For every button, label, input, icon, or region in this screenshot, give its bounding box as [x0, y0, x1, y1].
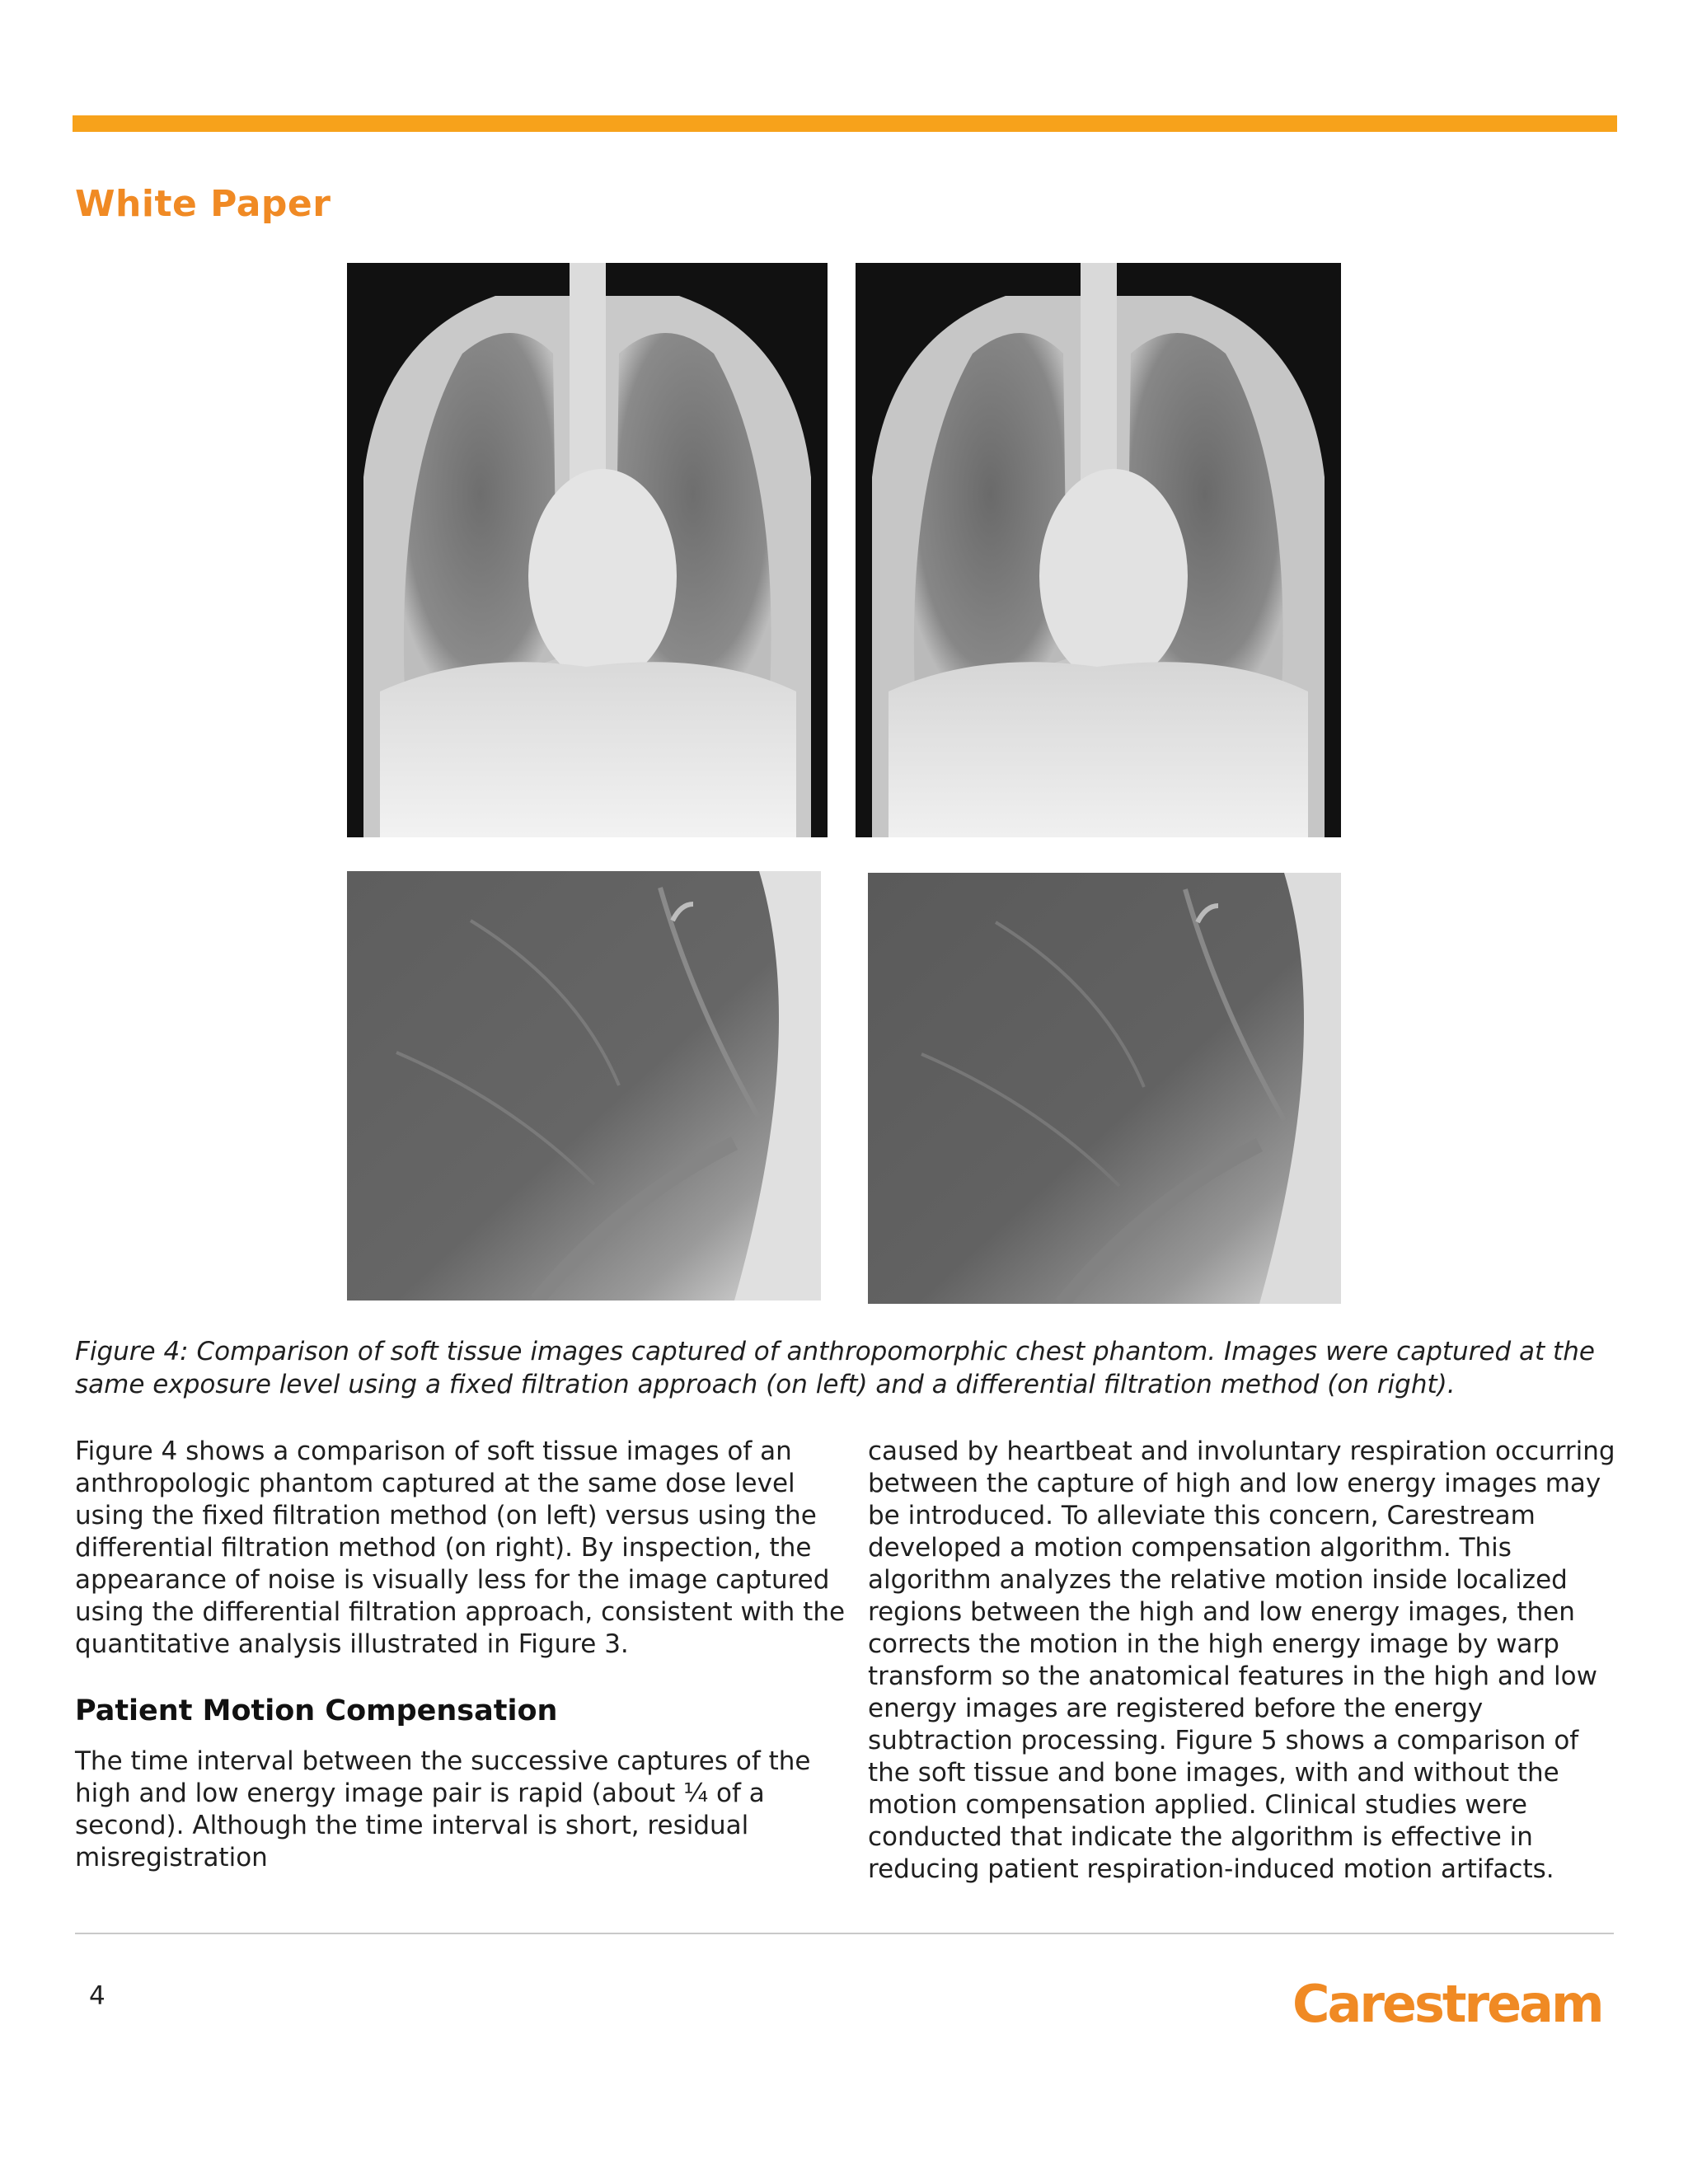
body-paragraph-left-2 — [75, 1746, 866, 1874]
paragraph-text: caused by heartbeat and involuntary respiration occurring between the capture of high and low energy images may be introduced. To alleviate this concern, Carestream developed a motion compensation algorithm. This algorithm analyzes the relative motion inside localized regions between the high and low energy images, then corrects the motion in the high energy image by warp transform so the anatomical features in the high and low energy images are registered before the energy subtraction processing. Figure 5 shows a comparison of the soft tissue and bone images, with and without the motion compensation applied. Clinical studies were conducted that indicate the algorithm is effective in reducing patient respiration-induced motion artifacts. — [868, 1436, 1615, 1884]
figure-caption: Figure 4: Comparison of soft tissue images captured of anthropomorphic chest phantom. Images were captured at the same exposure level using a fixed filtration approach (on left) and a differential filtration method (on right). — [75, 1337, 1595, 1399]
footer-divider — [75, 1933, 1614, 1934]
page-number: 4 — [89, 1981, 106, 2011]
paragraph-text: The time interval between the successive captures of the high and low energy image pair is rapid (about ¼ of a second). Although the time interval is short, residual misregistration — [75, 1746, 811, 1872]
xray-detail-differential-filtration — [868, 873, 1341, 1304]
xray-detail-fixed-filtration — [347, 871, 821, 1301]
section-heading: Patient Motion Compensation — [75, 1694, 558, 1727]
document-type-label: White Paper — [75, 183, 331, 225]
xray-chest-differential-filtration — [856, 263, 1341, 837]
body-paragraph-right — [868, 1436, 1618, 1886]
xray-chest-fixed-filtration — [347, 263, 828, 837]
body-paragraph-left — [75, 1436, 866, 1661]
carestream-logo: Carestream — [1292, 1974, 1602, 2034]
header-accent-bar — [73, 115, 1617, 132]
paragraph-text: Figure 4 shows a comparison of soft tissue images of an anthropologic phantom captured at the same dose level using the fixed filtration method (on left) versus using the differential filtration method (on right). By inspection, the appearance of noise is visually less for the image captured using the differential filtration approach, consistent with the quantitative analysis illustrated in Figure 3. — [75, 1436, 846, 1659]
